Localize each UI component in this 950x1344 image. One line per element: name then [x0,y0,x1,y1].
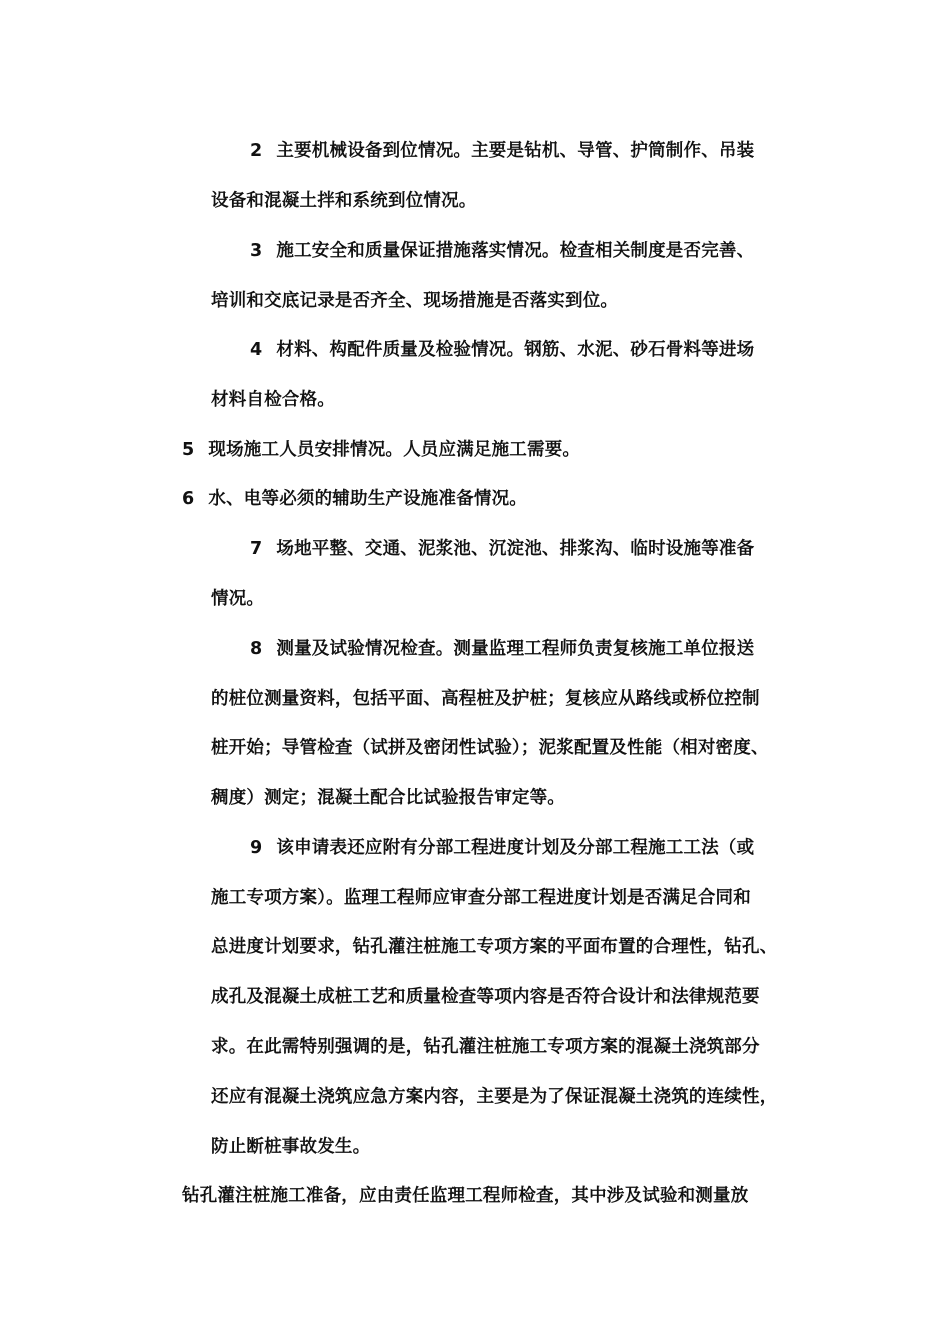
closing-paragraph-line-1: 钻孔灌注桩施工准备，应由责任监理工程师检查，其中涉及试验和测量放 [182,1186,749,1206]
item-9-line-7: 防止断桩事故发生。 [211,1137,371,1157]
item-text: 材料、构配件质量及检验情况。钢筋、水泥、砂石骨料等进场 [276,340,755,360]
item-9-line-6: 还应有混凝土浇筑应急方案内容，主要是为了保证混凝土浇筑的连续性， [211,1087,778,1107]
item-text: 施工安全和质量保证措施落实情况。检查相关制度是否完善、 [276,241,755,261]
item-text: 现场施工人员安排情况。人员应满足施工需要。 [208,440,581,460]
item-5-line-1 [182,438,580,462]
item-8-line-2: 的桩位测量资料，包括平面、高程桩及护桩；复核应从路线或桥位控制 [211,689,760,709]
item-8-line-4: 稠度）测定；混凝土配合比试验报告审定等。 [211,788,565,808]
item-number: 2 [250,141,263,161]
item-text: 主要机械设备到位情况。主要是钻机、导管、护筒制作、吊装 [276,141,755,161]
item-3-line-1 [250,239,754,263]
item-4-line-2: 材料自检合格。 [211,390,335,410]
item-9-line-1 [250,836,754,860]
item-9-line-3: 总进度计划要求，钻孔灌注桩施工专项方案的平面布置的合理性，钻孔、 [211,937,778,957]
item-9-line-2: 施工专项方案）。监理工程师应审查分部工程进度计划是否满足合同和 [211,888,751,908]
item-text: 测量及试验情况检查。测量监理工程师负责复核施工单位报送 [276,639,755,659]
item-number: 4 [250,340,263,360]
item-7-line-2: 情况。 [211,589,265,609]
item-text: 场地平整、交通、泥浆池、沉淀池、排浆沟、临时设施等准备 [276,539,755,559]
item-8-line-1 [250,637,754,661]
item-number: 6 [182,489,195,509]
item-2-line-2: 设备和混凝土拌和系统到位情况。 [211,191,477,211]
item-number: 9 [250,838,263,858]
item-4-line-1 [250,338,754,362]
item-number: 8 [250,639,263,659]
item-9-line-5: 求。在此需特别强调的是，钻孔灌注桩施工专项方案的混凝土浇筑部分 [211,1037,760,1057]
item-text: 该申请表还应附有分部工程进度计划及分部工程施工工法（或 [276,838,755,858]
item-8-line-3: 桩开始；导管检查（试拼及密闭性试验）；泥浆配置及性能（相对密度、 [211,738,769,758]
item-3-line-2: 培训和交底记录是否齐全、现场措施是否落实到位。 [211,291,619,311]
item-number: 3 [250,241,263,261]
item-9-line-4: 成孔及混凝土成桩工艺和质量检查等项内容是否符合设计和法律规范要 [211,987,760,1007]
item-2-line-1 [250,139,754,163]
item-7-line-1 [250,537,754,561]
item-number: 5 [182,440,195,460]
item-number: 7 [250,539,263,559]
item-text: 水、电等必须的辅助生产设施准备情况。 [208,489,527,509]
item-6-line-1 [182,487,527,511]
